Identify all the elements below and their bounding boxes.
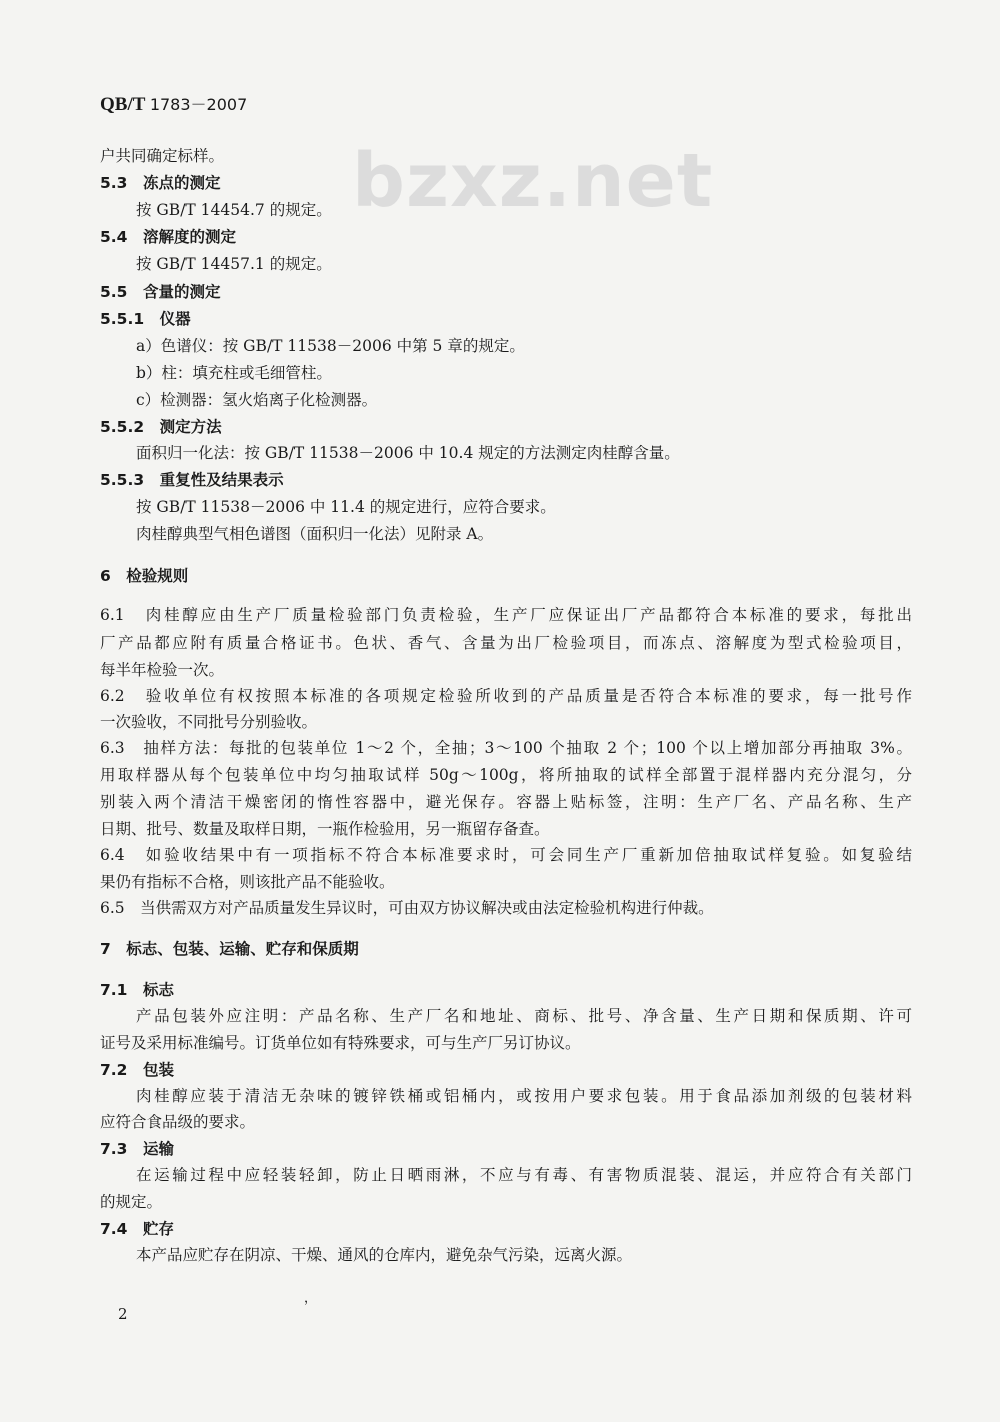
section-heading: 5.5 含量的测定 — [100, 283, 221, 301]
section-heading: 5.5.3 重复性及结果表示 — [100, 471, 284, 489]
text-line: 肉桂醇典型气相色谱图（面积归一化法）见附录 A。 — [136, 525, 494, 543]
paragraph-6-3-cont: 用取样器从每个包装单位中均匀抽取试样 50g～100g，将所抽取的试样全部置于混样器内充分混匀，分 — [100, 766, 912, 784]
text-line — [100, 738, 912, 758]
text-line: 按 GB/T 11538－2006 中 11.4 的规定进行，应符合要求。 — [136, 498, 556, 516]
text-line: 本产品应贮存在阴凉、干燥、通风的仓库内，避免杂气污染，远离火源。 — [136, 1246, 633, 1264]
text-line — [100, 792, 912, 812]
text-line: 6.5 当供需双方对产品质量发生异议时，可由双方协议解决或由法定检验机构进行仲裁。 — [100, 899, 714, 917]
standard-prefix: QB/T — [100, 94, 146, 115]
text-line — [136, 1165, 912, 1185]
text-line: 果仍有指标不合格，则该批产品不能验收。 — [100, 873, 395, 891]
section-heading: 5.5.1 仪器 — [100, 310, 191, 328]
section-heading: 5.4 溶解度的测定 — [100, 228, 236, 246]
text-line — [100, 765, 912, 785]
text-line: 的规定。 — [100, 1193, 163, 1211]
list-item: b）柱：填充柱或毛细管柱。 — [136, 364, 332, 382]
text-line — [100, 845, 912, 865]
text-line: 按 GB/T 14457.1 的规定。 — [136, 255, 332, 273]
standard-header — [100, 92, 247, 116]
section-heading: 7.2 包装 — [100, 1061, 174, 1079]
text-line — [100, 605, 912, 625]
chapter-heading: 7 标志、包装、运输、贮存和保质期 — [100, 940, 359, 958]
text-line: 证号及采用标准编号。订货单位如有特殊要求，可与生产厂另订协议。 — [100, 1034, 581, 1052]
stray-mark: ， — [304, 1291, 318, 1306]
text-line: 应符合食品级的要求。 — [100, 1113, 256, 1131]
section-heading: 7.1 标志 — [100, 981, 174, 999]
text-line: 日期、批号、数量及取样日期，一瓶作检验用，另一瓶留存备查。 — [100, 820, 550, 838]
paragraph-6-3-cont2: 别装入两个清洁干燥密闭的惰性容器中，避光保存。容器上贴标签，注明：生产厂名、产品名称、生产 — [100, 793, 912, 811]
text-line — [100, 686, 912, 706]
paragraph-6-1: 6.1 肉桂醇应由生产厂质量检验部门负责检验，生产厂应保证出厂产品都符合本标准的要求，每批出 — [100, 606, 912, 624]
paragraph-6-3: 6.3 抽样方法：每批的包装单位 1～2 个，全抽；3～100 个抽取 2 个；100 个以上增加部分再抽取 3%。 — [100, 739, 912, 757]
text-line: 面积归一化法：按 GB/T 11538－2006 中 10.4 规定的方法测定肉桂醇含量。 — [136, 444, 680, 462]
section-heading: 5.5.2 测定方法 — [100, 418, 222, 436]
paragraph-7-3: 在运输过程中应轻装轻卸，防止日晒雨淋，不应与有毒、有害物质混装、混运，并应符合有关部门 — [136, 1166, 912, 1184]
text-line: 一次验收，不同批号分别验收。 — [100, 713, 318, 731]
text-line — [136, 1006, 912, 1026]
section-heading: 5.3 冻点的测定 — [100, 174, 221, 192]
paragraph-6-1-cont: 厂产品都应附有质量合格证书。色状、香气、含量为出厂检验项目，而冻点、溶解度为型式检验项目， — [100, 634, 912, 652]
text-line — [100, 633, 912, 653]
page-number: 2 — [118, 1305, 128, 1323]
watermark: bzxz.net — [352, 138, 714, 224]
section-heading: 7.4 贮存 — [100, 1220, 174, 1238]
paragraph-7-1: 产品包装外应注明：产品名称、生产厂名和地址、商标、批号、净含量、生产日期和保质期、许可 — [136, 1007, 912, 1025]
chapter-heading: 6 检验规则 — [100, 567, 189, 585]
paragraph-6-2: 6.2 验收单位有权按照本标准的各项规定检验所收到的产品质量是否符合本标准的要求，每一批号作 — [100, 687, 912, 705]
text-line: 按 GB/T 14454.7 的规定。 — [136, 201, 332, 219]
list-item: a）色谱仪：按 GB/T 11538－2006 中第 5 章的规定。 — [136, 337, 525, 355]
section-heading: 7.3 运输 — [100, 1140, 174, 1158]
text-line: 户共同确定标样。 — [100, 147, 225, 165]
standard-number: 1783－2007 — [149, 95, 248, 114]
paragraph-6-4: 6.4 如验收结果中有一项指标不符合本标准要求时，可会同生产厂重新加倍抽取试样复验。如复验结 — [100, 846, 912, 864]
list-item: c）检测器：氢火焰离子化检测器。 — [136, 391, 378, 409]
text-line: 每半年检验一次。 — [100, 661, 225, 679]
paragraph-7-2: 肉桂醇应装于清洁无杂味的镀锌铁桶或铝桶内，或按用户要求包装。用于食品添加剂级的包装材料 — [136, 1087, 912, 1105]
text-line — [136, 1086, 912, 1106]
